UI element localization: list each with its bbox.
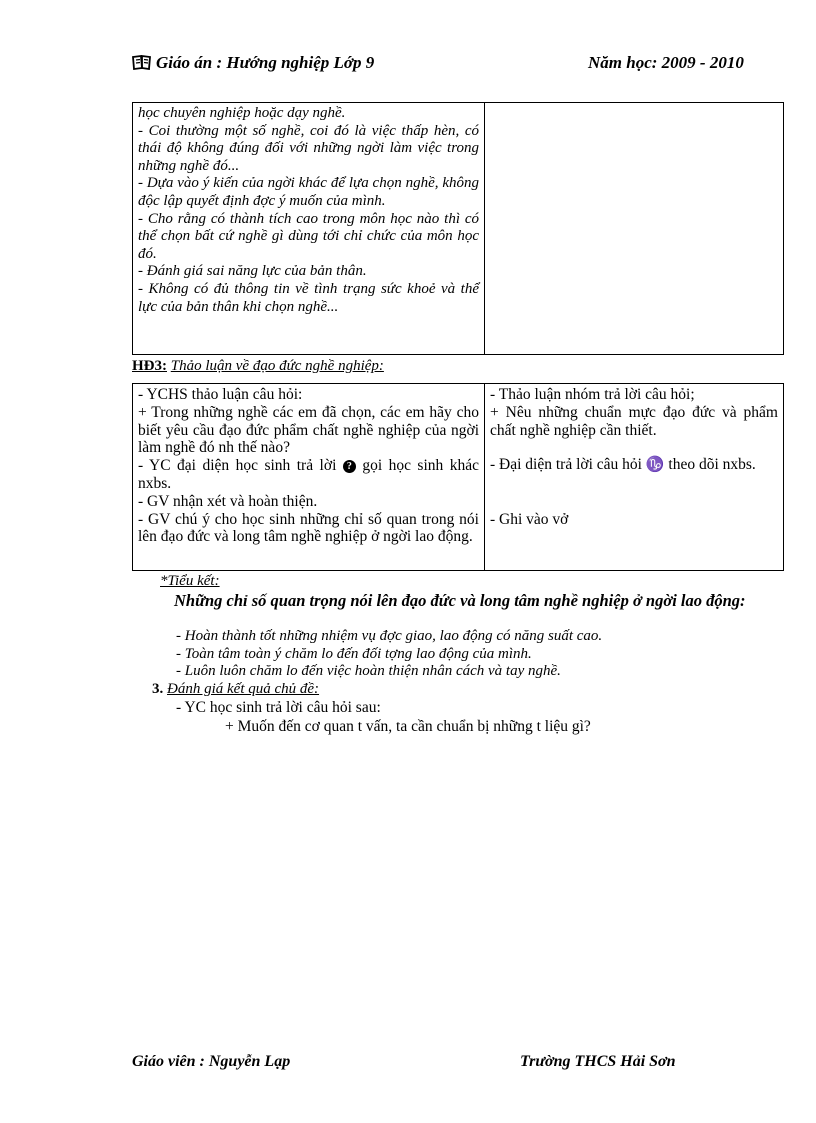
page-header-left — [132, 53, 374, 75]
activity-table-continued — [132, 102, 784, 355]
section-3-instruction: - YC học sinh trả lời câu hỏi sau: — [176, 699, 381, 716]
table1-line: học chuyên nghiệp hoặc dạy nghề. — [138, 105, 346, 121]
teacher-activity-cell — [133, 384, 485, 571]
student-line — [490, 456, 778, 475]
question-circle-icon: ? — [343, 460, 356, 473]
summary-list — [176, 628, 602, 681]
table1-line: - Không có đủ thông tin về tình trạng sức khoẻ và thể lực của bản thân khi chọn nghề... — [138, 280, 479, 315]
student-line-part: - Đại diện trả lời câu hỏi — [490, 456, 642, 474]
table1-right-cell — [485, 103, 784, 355]
section-3-heading — [152, 681, 319, 698]
book-icon — [132, 55, 152, 75]
teacher-line: - GV nhận xét và hoàn thiện. — [138, 492, 318, 510]
teacher-line-part: - YC đại diện học sinh trả lời — [138, 457, 337, 475]
teacher-line — [138, 457, 479, 493]
section-number: 3. — [152, 681, 164, 697]
table1-line: - Dựa vào ý kiến của ngời khác để lựa chọn nghề, không độc lập quyết định đợc ý muốn của mình. — [138, 175, 479, 209]
table1-left-cell — [133, 103, 485, 355]
section-title: Đánh giá kết quả chủ đề: — [167, 681, 320, 697]
summary-item: - Toàn tâm toàn ý chăm lo đến đối tợng lao động của mình. — [176, 645, 532, 662]
teacher-line: + Trong những nghề các em đã chọn, các em hãy cho biết yêu cầu đạo đức phẩm chất nghề nghiệp của ngời làm nghề đó nh thế nào? — [138, 403, 479, 457]
summary-item: - Hoàn thành tốt những nhiệm vụ đợc giao, lao động có năng suất cao. — [176, 628, 603, 644]
activity-code: HĐ3: — [132, 358, 167, 374]
teacher-line: - GV chú ý cho học sinh những chỉ số quan trong nói lên đạo đức và long tâm nghề nghiệp ở ngời lao động. — [138, 510, 479, 546]
capricorn-icon: ♑ — [645, 457, 665, 474]
teacher-line: - YCHS thảo luận câu hỏi: — [138, 386, 303, 403]
footer-school: Trường THCS Hải Sơn — [520, 1053, 676, 1070]
summary-item: - Luôn luôn chăm lo đến việc hoàn thiện nhân cách và tay nghề. — [176, 663, 561, 680]
summary-heading: Những chỉ số quan trọng nói lên đạo đức và long tâm nghề nghiệp ở ngời lao động: — [174, 591, 746, 610]
summary-label-text: *Tiểu kết: — [160, 573, 220, 589]
student-line: + Nêu những chuẩn mực đạo đức và phẩm chất nghề nghiệp cần thiết. — [490, 403, 778, 439]
teacher-line-part: gọi học sinh khác nxbs. — [138, 457, 479, 492]
page-header-right: Năm học: 2009 - 2010 — [588, 53, 744, 72]
student-line-part: theo dõi nxbs. — [668, 456, 756, 474]
footer-teacher: Giáo viên : Nguyễn Lạp — [132, 1053, 291, 1070]
activity-title: Thảo luận về đạo đức nghề nghiệp: — [170, 358, 384, 374]
table1-line: - Đánh giá sai năng lực của bản thân. — [138, 263, 367, 280]
activity-3-heading — [132, 358, 384, 375]
table1-line: - Cho rằng có thành tích cao trong môn học nào thì có thể chọn bất cứ nghề gì dùng tới chỉ chức của môn học đó. — [138, 210, 479, 262]
student-activity-cell — [485, 384, 784, 571]
student-line: - Thảo luận nhóm trả lời câu hỏi; — [490, 386, 695, 403]
header-title: Giáo án : Hướng nghiệp Lớp 9 — [156, 53, 375, 72]
table1-line: - Coi thường một số nghề, coi đó là việc thấp hèn, có thái độ không đúng đối với những ngời làm việc trong những nghề đó... — [138, 122, 479, 174]
section-3-question: + Muốn đến cơ quan t vấn, ta cần chuẩn bị những t liệu gì? — [225, 718, 591, 735]
discussion-table — [132, 383, 784, 571]
student-line: - Ghi vào vở — [490, 511, 569, 529]
summary-label — [160, 573, 220, 590]
